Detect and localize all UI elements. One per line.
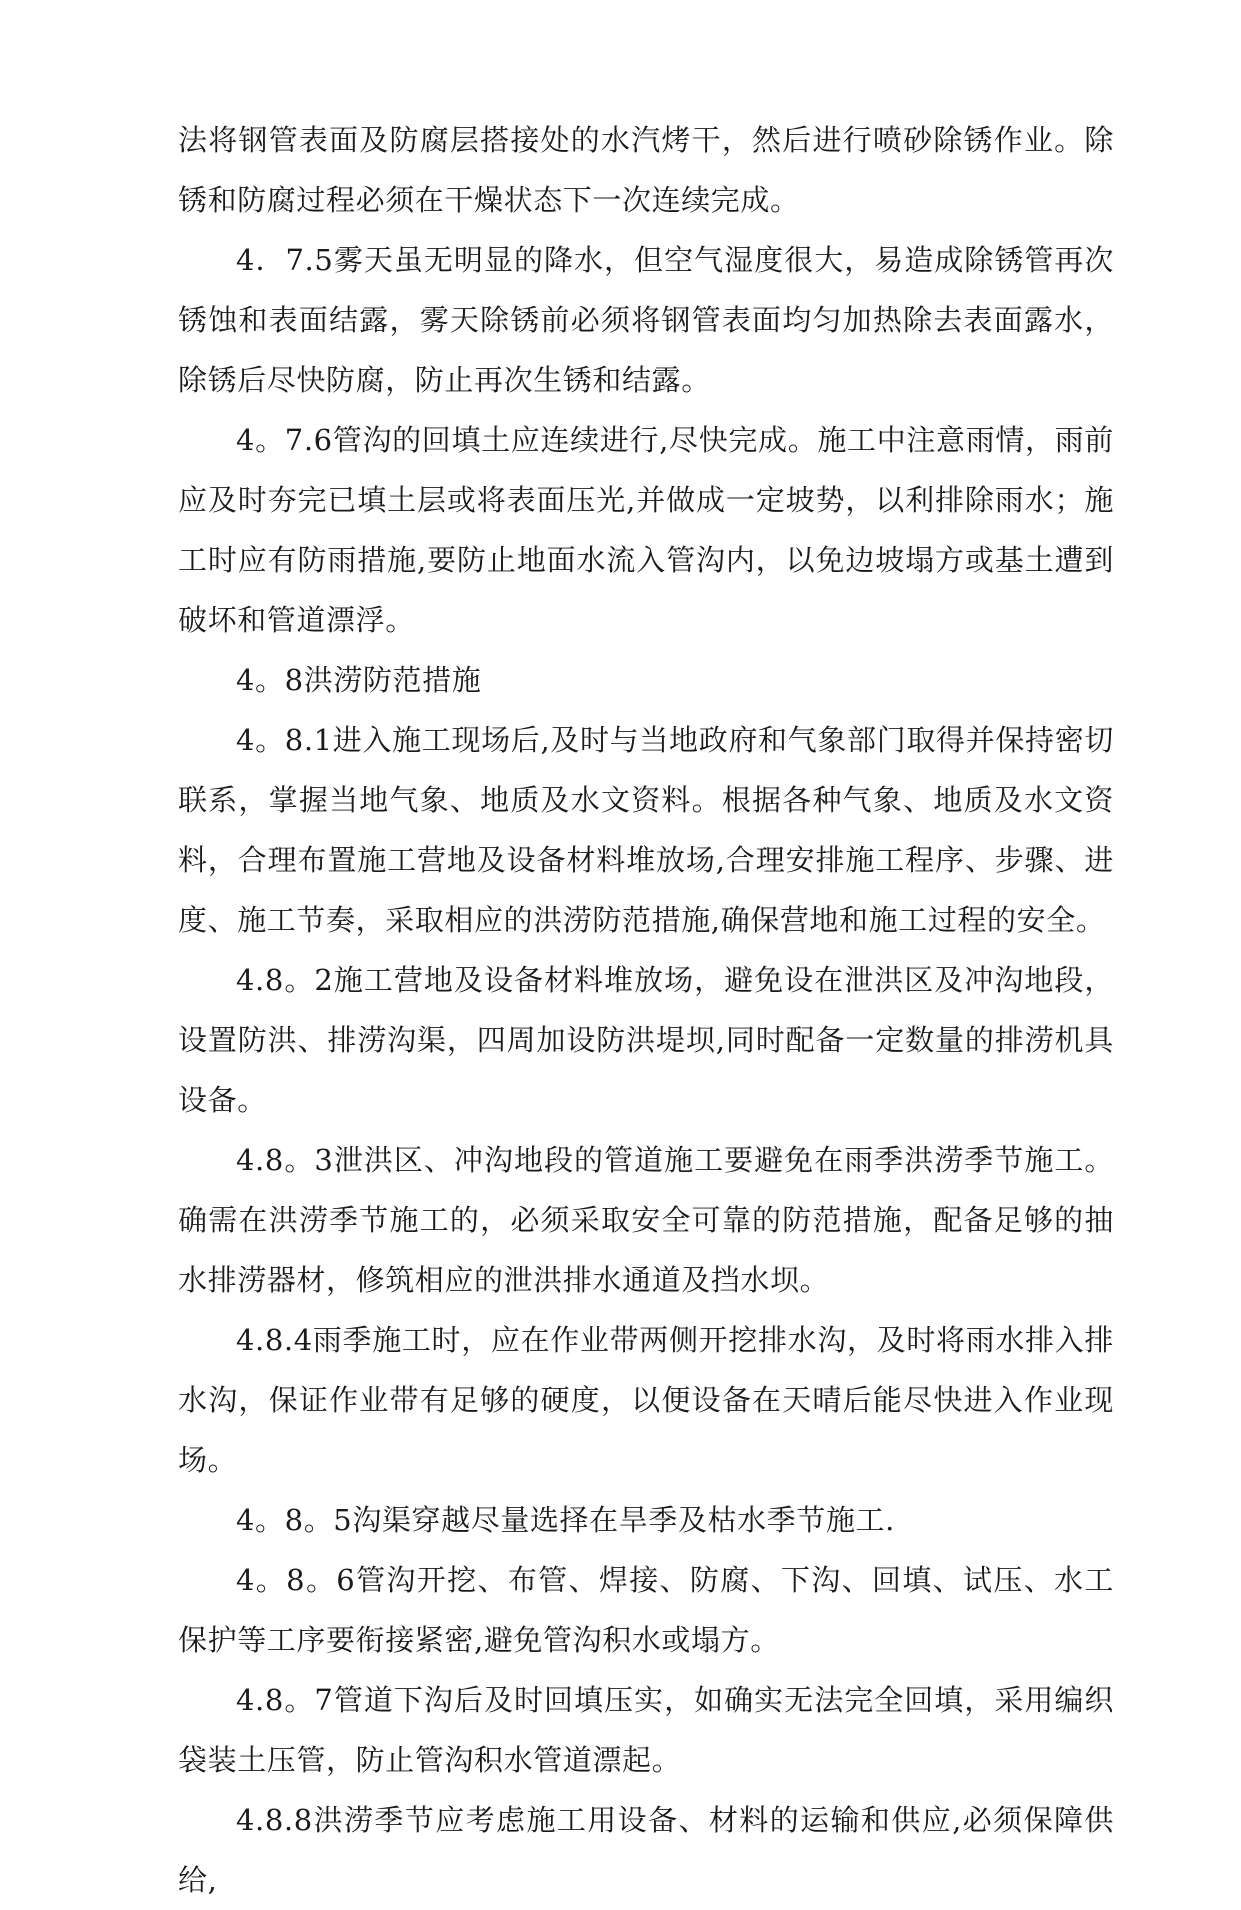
paragraph-4-8-3: 4.8。3泄洪区、冲沟地段的管道施工要避免在雨季洪涝季节施工。确需在洪涝季节施工的，必须采取安全可靠的防范措施，配备足够的抽水排涝器材，修筑相应的泄洪排水通道及挡水坝。 (178, 1143, 1114, 1297)
document-body (178, 110, 1114, 1910)
paragraph-4-8-6: 4。8。6管沟开挖、布管、焊接、防腐、下沟、回填、试压、水工保护等工序要衔接紧密,避免管沟积水或塌方。 (178, 1563, 1114, 1657)
paragraph-4-8-8: 4.8.8洪涝季节应考虑施工用设备、材料的运输和供应,必须保障供给, (178, 1803, 1114, 1897)
section-heading-4-8: 4。8洪涝防范措施 (236, 663, 482, 697)
paragraph-continuation: 法将钢管表面及防腐层搭接处的水汽烤干，然后进行喷砂除锈作业。除锈和防腐过程必须在干燥状态下一次连续完成。 (178, 123, 1114, 217)
paragraph-4-8-2: 4.8。2施工营地及设备材料堆放场，避免设在泄洪区及冲沟地段，设置防洪、排涝沟渠，四周加设防洪堤坝,同时配备一定数量的排涝机具设备。 (178, 963, 1114, 1117)
paragraph-4-8-5: 4。8。5沟渠穿越尽量选择在旱季及枯水季节施工. (236, 1503, 895, 1537)
paragraph-4-7-6: 4。7.6管沟的回填土应连续进行,尽快完成。施工中注意雨情，雨前应及时夯完已填土层或将表面压光,并做成一定坡势，以利排除雨水；施工时应有防雨措施,要防止地面水流入管沟内，以免边坡塌方或基土遭到破坏和管道漂浮。 (178, 423, 1114, 637)
paragraph-4-8-4: 4.8.4雨季施工时，应在作业带两侧开挖排水沟，及时将雨水排入排水沟，保证作业带有足够的硬度，以便设备在天晴后能尽快进入作业现场。 (178, 1323, 1114, 1477)
paragraph-4-8-7: 4.8。7管道下沟后及时回填压实，如确实无法完全回填，采用编织袋装土压管，防止管沟积水管道漂起。 (178, 1683, 1114, 1777)
paragraph-4-8-1: 4。8.1进入施工现场后,及时与当地政府和气象部门取得并保持密切联系，掌握当地气象、地质及水文资料。根据各种气象、地质及水文资料，合理布置施工营地及设备材料堆放场,合理安排施工程序、步骤、进度、施工节奏，采取相应的洪涝防范措施,确保营地和施工过程的安全。 (178, 723, 1114, 937)
paragraph-4-7-5: 4．7.5雾天虽无明显的降水，但空气湿度很大，易造成除锈管再次锈蚀和表面结露，雾天除锈前必须将钢管表面均匀加热除去表面露水，除锈后尽快防腐，防止再次生锈和结露。 (178, 243, 1114, 397)
